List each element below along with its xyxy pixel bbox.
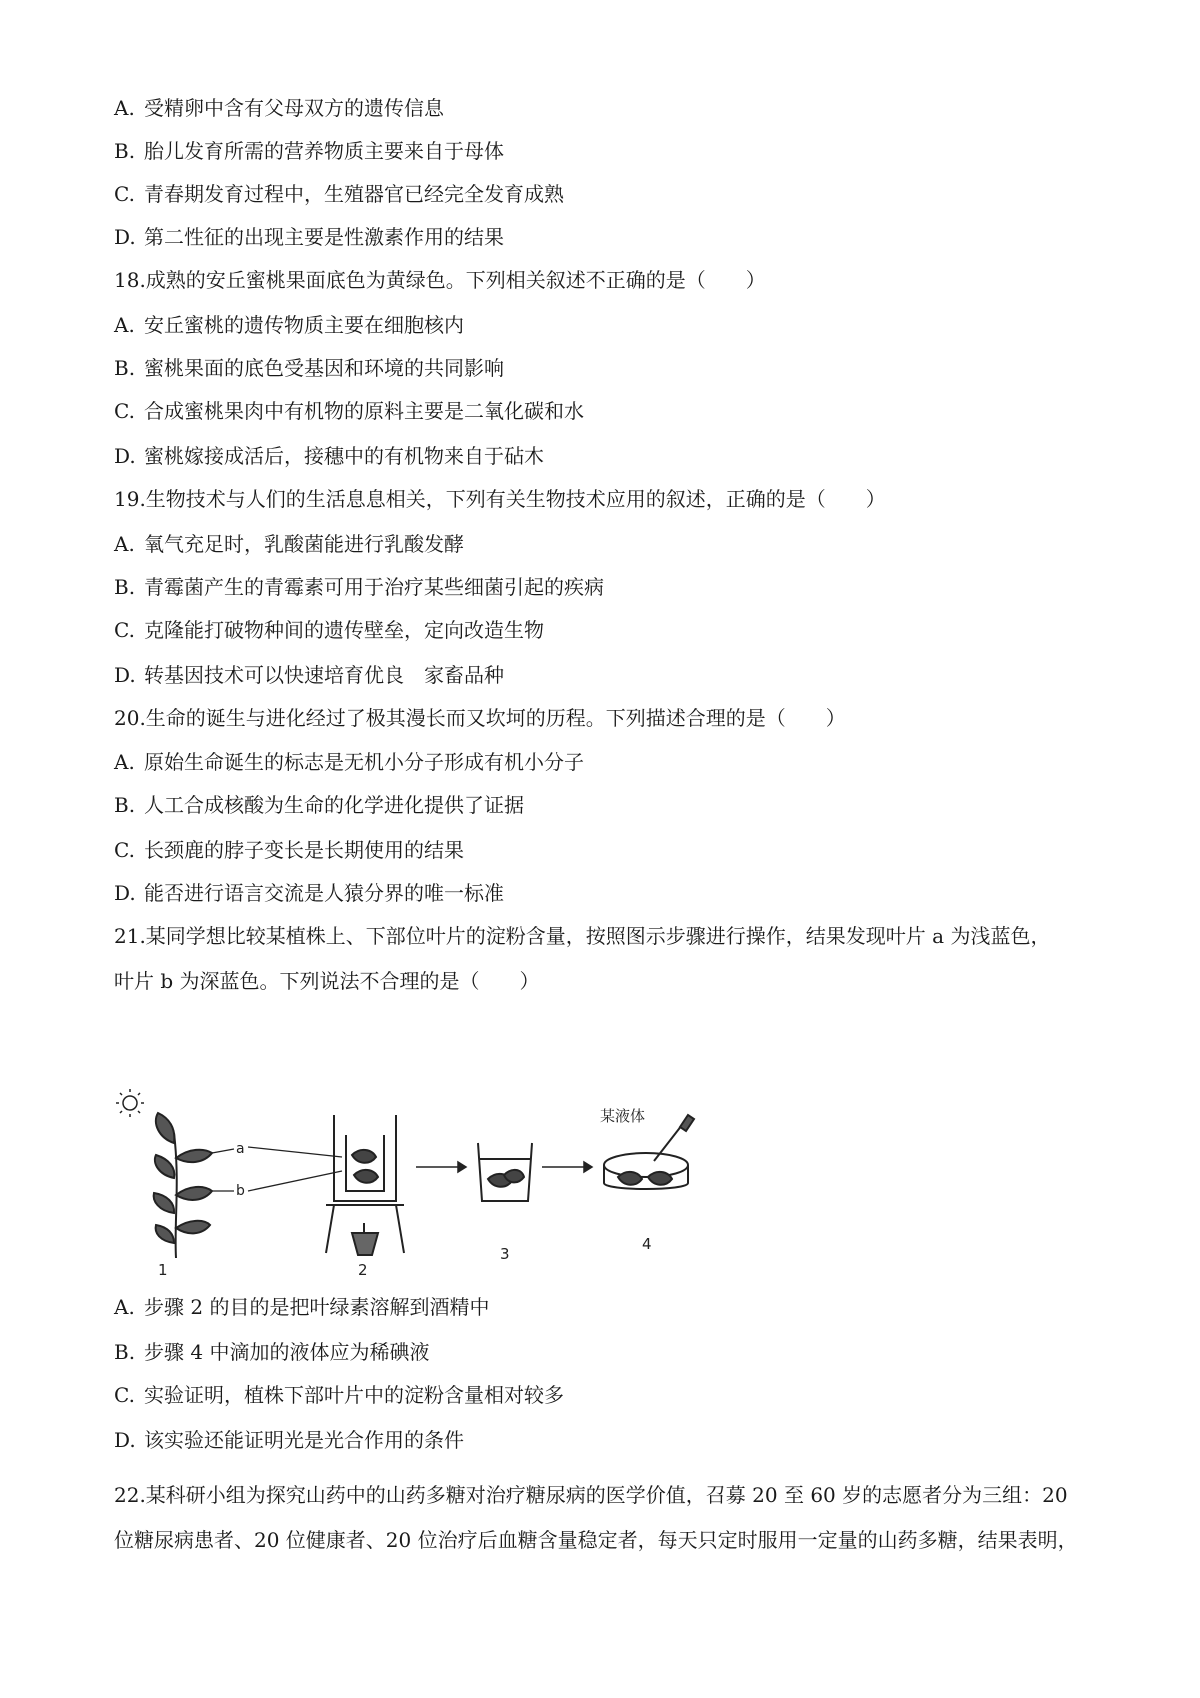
option-21-b: B. 步骤 4 中滴加的液体应为稀碘液 — [114, 1340, 430, 1364]
option-20-c: C. 长颈鹿的脖子变长是长期使用的结果 — [114, 838, 464, 862]
option-20-d: D. 能否进行语言交流是人猿分界的唯一标准 — [114, 881, 504, 905]
step-1-number: 1 — [158, 1261, 168, 1279]
water-bath-apparatus — [326, 1115, 404, 1255]
plant-drawing — [154, 1113, 212, 1258]
question-18-stem: 18.成熟的安丘蜜桃果面底色为黄绿色。下列相关叙述不正确的是（ ） — [114, 268, 766, 292]
option-19-d: D. 转基因技术可以快速培育优良 家畜品种 — [114, 663, 504, 687]
rinse-beaker — [478, 1143, 532, 1201]
question-22-stem-line1: 22.某科研小组为探究山药中的山药多糖对治疗糖尿病的医学价值，召募 20 至 60 岁的志愿者分为三组：20 — [114, 1483, 1068, 1507]
step-2-number: 2 — [358, 1261, 368, 1279]
question-21-stem-line2: 叶片 b 为深蓝色。下列说法不合理的是（ ） — [114, 969, 540, 993]
option-17-a: A. 受精卵中含有父母双方的遗传信息 — [114, 96, 444, 120]
option-18-c: C. 合成蜜桃果肉中有机物的原料主要是二氧化碳和水 — [114, 399, 584, 423]
option-19-a: A. 氧气充足时，乳酸菌能进行乳酸发酵 — [114, 532, 464, 556]
question-20-stem: 20.生命的诞生与进化经过了极其漫长而又坎坷的历程。下列描述合理的是（ ） — [114, 706, 846, 730]
experiment-figure — [114, 1083, 774, 1283]
option-18-d: D. 蜜桃嫁接成活后，接穗中的有机物来自于砧木 — [114, 444, 544, 468]
option-19-c: C. 克隆能打破物种间的遗传壁垒，定向改造生物 — [114, 618, 544, 642]
option-21-c: C. 实验证明，植株下部叶片中的淀粉含量相对较多 — [114, 1383, 564, 1407]
option-20-a: A. 原始生命诞生的标志是无机小分子形成有机小分子 — [114, 750, 584, 774]
step-4-number: 4 — [642, 1235, 652, 1253]
leaf-b-label: b — [236, 1183, 245, 1199]
leaf-a-label: a — [236, 1141, 245, 1157]
question-19-stem: 19.生物技术与人们的生活息息相关，下列有关生物技术应用的叙述，正确的是（ ） — [114, 487, 886, 511]
question-21-stem-line1: 21.某同学想比较某植株上、下部位叶片的淀粉含量，按照图示步骤进行操作，结果发现叶片 a 为浅蓝色， — [114, 924, 1051, 948]
arrow-step3-to-step4 — [542, 1162, 592, 1172]
option-17-c: C. 青春期发育过程中，生殖器官已经完全发育成熟 — [114, 182, 564, 206]
option-17-b: B. 胎儿发育所需的营养物质主要来自于母体 — [114, 139, 504, 163]
step-3-number: 3 — [500, 1245, 510, 1263]
option-21-a: A. 步骤 2 的目的是把叶绿素溶解到酒精中 — [114, 1295, 490, 1319]
option-18-b: B. 蜜桃果面的底色受基因和环境的共同影响 — [114, 356, 504, 380]
option-18-a: A. 安丘蜜桃的遗传物质主要在细胞核内 — [114, 313, 464, 337]
arrow-step2-to-step3 — [416, 1162, 466, 1172]
option-19-b: B. 青霉菌产生的青霉素可用于治疗某些细菌引起的疾病 — [114, 575, 604, 599]
petri-dish-with-dropper — [604, 1115, 694, 1189]
arrow-b-to-beaker — [248, 1171, 342, 1191]
question-22-stem-line2: 位糖尿病患者、20 位健康者、20 位治疗后血糖含量稳定者，每天只定时服用一定量的山药多糖，结果表明， — [114, 1528, 1078, 1552]
pointer-line-a — [212, 1149, 234, 1153]
option-20-b: B. 人工合成核酸为生命的化学进化提供了证据 — [114, 793, 524, 817]
option-21-d: D. 该实验还能证明光是光合作用的条件 — [114, 1428, 464, 1452]
dropper-liquid-label: 某液体 — [600, 1107, 646, 1125]
option-17-d: D. 第二性征的出现主要是性激素作用的结果 — [114, 225, 504, 249]
arrow-a-to-beaker — [248, 1147, 342, 1157]
sun-icon — [116, 1089, 144, 1117]
